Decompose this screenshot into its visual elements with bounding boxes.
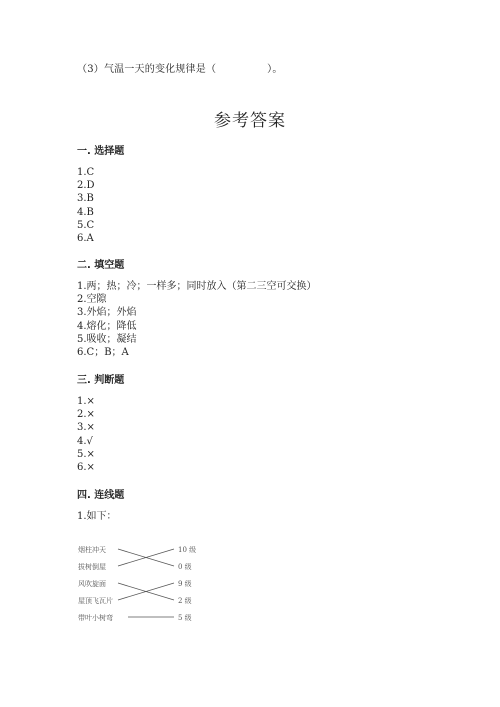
answer-line: 6.A <box>77 233 94 245</box>
section-heading-fill: 二. 填空题 <box>77 260 125 271</box>
answer-line: 1.如下： <box>77 511 117 522</box>
section-heading-matching: 四. 连线题 <box>77 490 125 501</box>
answer-line: 1.两；热；冷；一样多；同时放入（第二三空可交换） <box>77 281 317 292</box>
answer-line: 3.B <box>77 193 94 205</box>
right-item: 2 级 <box>178 597 192 605</box>
answer-line: 1.× <box>77 396 95 407</box>
answer-list-matching <box>77 510 117 523</box>
answer-line: 5.× <box>77 448 95 460</box>
left-item: 带叶小树弯 <box>78 614 113 622</box>
answer-line: 4.熔化；降低 <box>77 320 137 332</box>
answer-line: 3.× <box>77 422 95 434</box>
left-item: 屋顶飞瓦片 <box>78 597 113 605</box>
right-item: 9 级 <box>178 580 192 588</box>
answer-line: 2.× <box>77 409 95 421</box>
right-item: 10 级 <box>178 546 197 554</box>
section-heading-choice: 一. 选择题 <box>77 146 125 157</box>
left-item: 风吹旋面 <box>78 580 106 588</box>
matching-diagram <box>70 537 210 625</box>
left-item: 拔树倒屋 <box>78 563 106 571</box>
answer-list-fill <box>77 280 317 359</box>
answer-line: 2.空隙 <box>77 294 107 306</box>
right-item: 5 级 <box>178 614 192 622</box>
right-item: 0 级 <box>178 563 192 571</box>
left-item: 烟柱冲天 <box>78 546 106 554</box>
answer-line: 3.外焰；外焰 <box>77 307 137 319</box>
section-heading-judge: 三. 判断题 <box>77 375 125 386</box>
answer-line: 4.B <box>77 206 94 218</box>
answer-line: 6.× <box>77 462 95 474</box>
page-title: 参考答案 <box>214 111 286 131</box>
answer-list-judge <box>77 395 95 474</box>
answer-line: 5.C <box>77 219 95 231</box>
answer-line: 4.√ <box>77 435 93 447</box>
answer-line: 2.D <box>77 180 95 192</box>
answer-line: 6.C；B；A <box>77 347 129 359</box>
answer-line: 5.吸收；凝结 <box>77 333 137 345</box>
answer-line: 1.C <box>77 167 95 178</box>
question-3: （3）气温一天的变化规律是（ ）。 <box>77 64 283 75</box>
answer-list-choice <box>77 166 95 245</box>
